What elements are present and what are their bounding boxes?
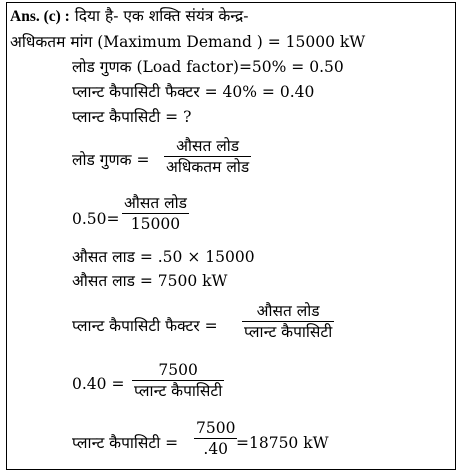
eq7-denominator: .40	[203, 440, 229, 458]
eq2-numerator: औसत लोड	[124, 194, 187, 212]
given-intro: दिया है- एक शक्ति संयंत्र केन्द्र-	[74, 7, 249, 25]
avg-load-result-line: औसत लाड = 7500 kW	[72, 272, 228, 290]
eq1-denominator: अधिकतम लोड	[166, 158, 250, 176]
eq2-fraction	[122, 193, 189, 234]
answer-label: Ans. (c) :	[10, 8, 70, 25]
eq6-fraction	[132, 360, 224, 401]
eq2-denominator: 15000	[130, 215, 181, 233]
plant-capacity-factor-line: प्लान्ट कैपासिटी फैक्टर = 40% = 0.40	[72, 83, 315, 101]
eq7-fraction	[194, 418, 237, 459]
eq5-denominator: प्लान्ट कैपासिटी	[244, 323, 333, 341]
eq2-lhs: 0.50=	[72, 210, 120, 228]
answer-header	[10, 6, 249, 27]
avg-load-calc-line: औसत लाड = .50 × 15000	[72, 248, 255, 266]
eq5-lhs: प्लान्ट कैपासिटी फैक्टर =	[72, 317, 218, 335]
eq6-denominator: प्लान्ट कैपासिटी	[134, 382, 223, 400]
plant-capacity-question-line: प्लान्ट कैपासिटी = ?	[72, 108, 192, 126]
eq5-fraction	[242, 301, 334, 342]
max-demand-line: अधिकतम मांग (Maximum Demand ) = 15000 kW	[10, 33, 366, 51]
eq7-lhs: प्लान्ट कैपासिटी =	[72, 434, 179, 452]
eq1-lhs: लोड गुणक =	[72, 151, 150, 169]
eq1-numerator: औसत लोड	[176, 137, 240, 155]
eq6-lhs: 0.40 =	[72, 375, 125, 393]
eq7-result: =18750 kW	[236, 434, 329, 452]
eq1-fraction	[164, 136, 251, 177]
eq6-numerator: 7500	[158, 361, 198, 379]
load-factor-line: लोड गुणक (Load factor)=50% = 0.50	[72, 58, 344, 76]
eq7-numerator: 7500	[196, 419, 236, 437]
eq5-numerator: औसत लोड	[256, 302, 320, 320]
